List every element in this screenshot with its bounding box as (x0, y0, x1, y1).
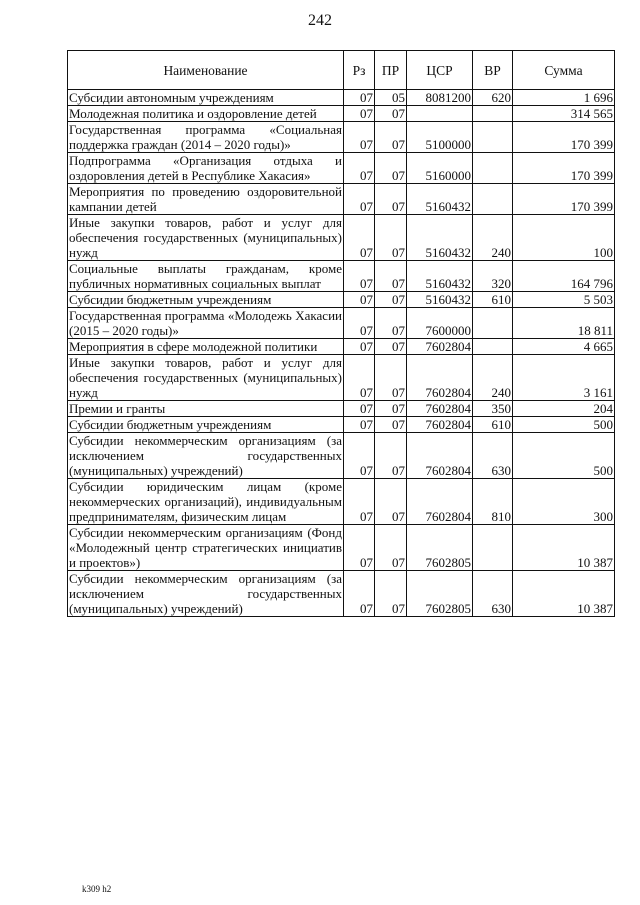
cell-sum: 4 665 (513, 339, 615, 355)
cell-sum: 10 387 (513, 571, 615, 617)
cell-pr: 07 (375, 153, 407, 184)
table-row (68, 571, 615, 617)
cell-vr (473, 184, 513, 215)
cell-csr: 5160432 (407, 261, 473, 292)
cell-vr (473, 106, 513, 122)
cell-rz: 07 (344, 261, 375, 292)
footer-code: k309 h2 (82, 884, 112, 894)
cell-rz: 07 (344, 479, 375, 525)
cell-name: Субсидии юридическим лицам (кроме некоммерческих организаций), индивидуальным предпринимателям, физическим лицам (69, 479, 342, 524)
cell-csr (407, 106, 473, 122)
cell-name: Субсидии бюджетным учреждениям (68, 292, 344, 308)
cell-rz: 07 (344, 122, 375, 153)
table-row (68, 261, 615, 292)
table-header-row (68, 51, 615, 90)
cell-pr: 07 (375, 184, 407, 215)
cell-sum: 170 399 (513, 153, 615, 184)
cell-rz: 07 (344, 90, 375, 106)
cell-pr: 07 (375, 261, 407, 292)
cell-csr: 5160000 (407, 153, 473, 184)
cell-name: Мероприятия по проведению оздоровительной кампании детей (69, 184, 342, 214)
cell-pr: 07 (375, 308, 407, 339)
table-row (68, 122, 615, 153)
cell-csr: 7602804 (407, 355, 473, 401)
cell-sum: 314 565 (513, 106, 615, 122)
cell-rz: 07 (344, 355, 375, 401)
cell-pr: 07 (375, 525, 407, 571)
cell-csr: 7602804 (407, 433, 473, 479)
cell-name: Субсидии автономным учреждениям (68, 90, 344, 106)
cell-sum: 170 399 (513, 184, 615, 215)
table-row (68, 215, 615, 261)
cell-sum: 18 811 (513, 308, 615, 339)
cell-pr: 07 (375, 355, 407, 401)
table-row (68, 417, 615, 433)
cell-rz: 07 (344, 215, 375, 261)
cell-name: Субсидии некоммерческим организациям (Фонд «Молодежный центр стратегических инициатив и проектов») (69, 525, 342, 570)
cell-rz: 07 (344, 153, 375, 184)
cell-csr: 8081200 (407, 90, 473, 106)
cell-pr: 07 (375, 401, 407, 417)
cell-pr: 07 (375, 122, 407, 153)
cell-sum: 1 696 (513, 90, 615, 106)
cell-sum: 164 796 (513, 261, 615, 292)
cell-name: Иные закупки товаров, работ и услуг для обеспечения государственных (муниципальных) нужд (69, 215, 342, 260)
cell-sum: 500 (513, 433, 615, 479)
table-row (68, 308, 615, 339)
cell-rz: 07 (344, 292, 375, 308)
cell-rz: 07 (344, 106, 375, 122)
cell-vr: 240 (473, 215, 513, 261)
cell-sum: 100 (513, 215, 615, 261)
cell-vr: 630 (473, 571, 513, 617)
cell-sum: 3 161 (513, 355, 615, 401)
cell-csr: 5160432 (407, 215, 473, 261)
cell-csr: 7600000 (407, 308, 473, 339)
header-name: Наименование (68, 51, 344, 90)
header-vr: ВР (473, 51, 513, 90)
cell-sum: 500 (513, 417, 615, 433)
cell-rz: 07 (344, 525, 375, 571)
cell-name: Субсидии бюджетным учреждениям (68, 417, 344, 433)
page-number: 242 (308, 12, 332, 29)
cell-vr (473, 339, 513, 355)
cell-vr: 320 (473, 261, 513, 292)
table-row (68, 153, 615, 184)
cell-name: Государственная программа «Социальная поддержка граждан (2014 – 2020 годы)» (69, 122, 342, 152)
cell-csr: 7602805 (407, 571, 473, 617)
cell-name: Субсидии некоммерческим организациям (за исключением государственных (муниципальных) учреждений) (69, 571, 342, 616)
header-csr: ЦСР (407, 51, 473, 90)
cell-sum: 170 399 (513, 122, 615, 153)
cell-vr: 610 (473, 292, 513, 308)
cell-csr: 7602804 (407, 339, 473, 355)
cell-vr: 810 (473, 479, 513, 525)
cell-sum: 204 (513, 401, 615, 417)
cell-vr: 350 (473, 401, 513, 417)
cell-rz: 07 (344, 339, 375, 355)
cell-csr: 7602804 (407, 417, 473, 433)
budget-table (67, 50, 615, 617)
table-row (68, 292, 615, 308)
cell-rz: 07 (344, 571, 375, 617)
cell-rz: 07 (344, 433, 375, 479)
cell-sum: 300 (513, 479, 615, 525)
table-row (68, 184, 615, 215)
cell-pr: 07 (375, 292, 407, 308)
header-rz: Рз (344, 51, 375, 90)
table-row (68, 525, 615, 571)
cell-pr: 07 (375, 433, 407, 479)
cell-name: Премии и гранты (68, 401, 344, 417)
cell-vr: 630 (473, 433, 513, 479)
cell-pr: 07 (375, 339, 407, 355)
cell-csr: 7602804 (407, 401, 473, 417)
cell-vr (473, 122, 513, 153)
table-row (68, 355, 615, 401)
cell-name: Подпрограмма «Организация отдыха и оздоровления детей в Республике Хакасия» (69, 153, 342, 183)
cell-csr: 7602805 (407, 525, 473, 571)
cell-vr: 610 (473, 417, 513, 433)
table-body (68, 90, 615, 617)
table-row (68, 90, 615, 106)
header-sum: Сумма (513, 51, 615, 90)
cell-name: Иные закупки товаров, работ и услуг для обеспечения государственных (муниципальных) нужд (69, 355, 342, 400)
table-row (68, 339, 615, 355)
cell-vr: 620 (473, 90, 513, 106)
cell-csr: 7602804 (407, 479, 473, 525)
cell-csr: 5160432 (407, 184, 473, 215)
cell-name: Социальные выплаты гражданам, кроме публичных нормативных социальных выплат (69, 261, 342, 291)
cell-csr: 5100000 (407, 122, 473, 153)
cell-rz: 07 (344, 401, 375, 417)
cell-pr: 05 (375, 90, 407, 106)
cell-vr (473, 525, 513, 571)
cell-vr (473, 308, 513, 339)
cell-pr: 07 (375, 571, 407, 617)
table-row (68, 433, 615, 479)
cell-vr: 240 (473, 355, 513, 401)
cell-name: Молодежная политика и оздоровление детей (68, 106, 344, 122)
cell-pr: 07 (375, 106, 407, 122)
cell-pr: 07 (375, 417, 407, 433)
cell-sum: 5 503 (513, 292, 615, 308)
cell-pr: 07 (375, 479, 407, 525)
cell-vr (473, 153, 513, 184)
cell-name: Субсидии некоммерческим организациям (за исключением государственных (муниципальных) учреждений) (69, 433, 342, 478)
cell-name: Мероприятия в сфере молодежной политики (68, 339, 344, 355)
cell-name: Государственная программа «Молодежь Хакасии (2015 – 2020 годы)» (69, 308, 342, 338)
cell-sum: 10 387 (513, 525, 615, 571)
table-row (68, 479, 615, 525)
cell-rz: 07 (344, 308, 375, 339)
cell-rz: 07 (344, 184, 375, 215)
cell-rz: 07 (344, 417, 375, 433)
table-row (68, 401, 615, 417)
header-pr: ПР (375, 51, 407, 90)
cell-csr: 5160432 (407, 292, 473, 308)
cell-pr: 07 (375, 215, 407, 261)
table-row (68, 106, 615, 122)
